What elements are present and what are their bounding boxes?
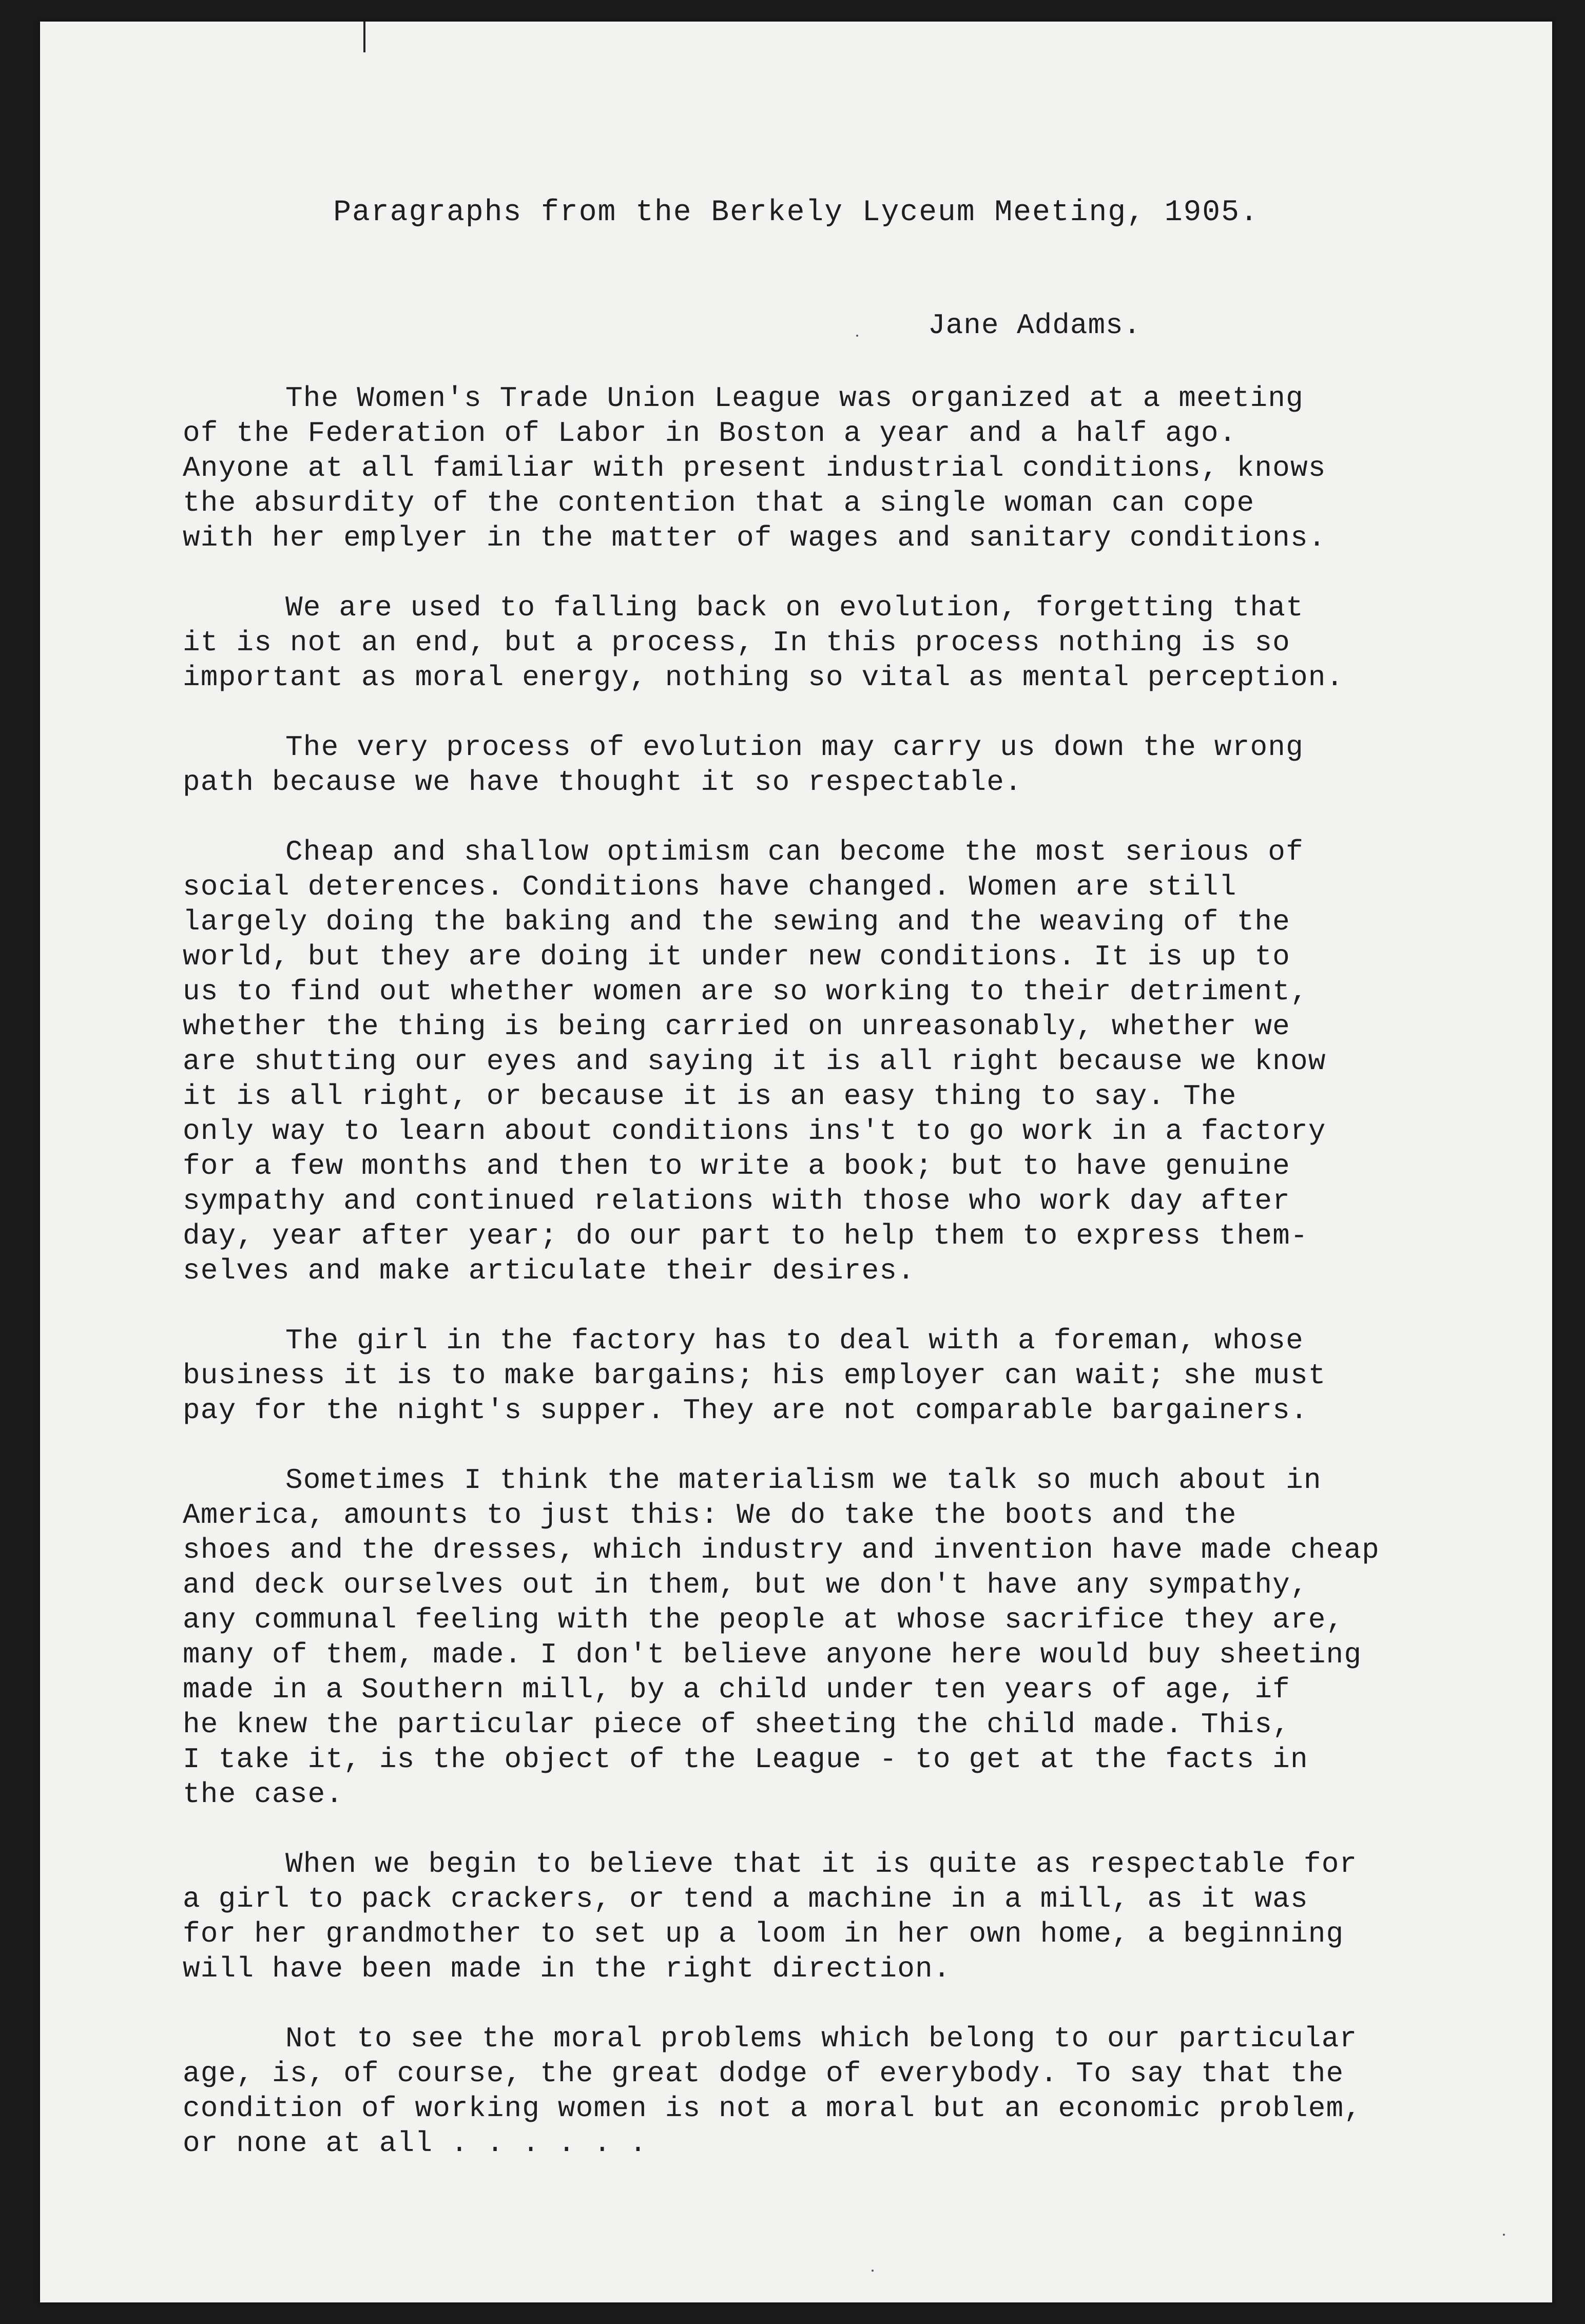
paragraph-text: When we begin to believe that it is quite as respectable for a girl to pack crackers, or tend a machine in a mill, as it was for her grandmother to set up a loom in her own home, a beginning will have been made in the right direction.	[183, 1848, 1358, 1985]
ink-speck	[872, 2270, 874, 2272]
paragraph	[183, 730, 1517, 800]
paragraph	[183, 1323, 1517, 1428]
paragraph-text: The very process of evolution may carry us down the wrong path because we have thought it so respectable.	[183, 731, 1304, 799]
paragraph	[183, 381, 1517, 555]
ink-speck	[1503, 2234, 1505, 2236]
typed-sheet	[40, 22, 1552, 2302]
paragraph	[183, 835, 1517, 1288]
paragraph-text: The Women's Trade Union League was organized at a meeting of the Federation of Labor in Boston a year and a half ago. Anyone at all familiar with present industrial conditions, knows the absurdity of the contention that a single woman can cope with her emplyer in the matter of wages and sanitary conditions.	[183, 382, 1326, 554]
document-body	[183, 381, 1517, 2196]
paragraph	[183, 1847, 1517, 1986]
author-name: Jane Addams.	[928, 309, 1142, 342]
paragraph-text: Sometimes I think the materialism we talk so much about in America, amounts to just this: We do take the boots and the shoes and the dresses, which industry and invention have made cheap and deck ourselves out in them, but we don't have any sympathy, any communal feeling with the people at whose sacrifice they are, many of them, made. I don't believe anyone here would buy sheeting made in a Southern mill, by a child under ten years of age, if he knew the particular piece of sheeting the child made. This, I take it, is the object of the League - to get at the facts in the case.	[183, 1464, 1380, 1811]
paragraph-text: We are used to falling back on evolution, forgetting that it is not an end, but a process, In this process nothing is so important as moral energy, nothing so vital as mental perception.	[183, 591, 1344, 694]
document-title: Paragraphs from the Berkely Lyceum Meeting, 1905.	[333, 196, 1259, 229]
paragraph	[183, 1463, 1517, 1812]
page-edge-mark	[363, 22, 365, 52]
paragraph	[183, 590, 1517, 695]
paragraph-text: The girl in the factory has to deal with a foreman, whose business it is to make bargains; his employer can wait; she must pay for the night's supper. They are not comparable bargainers.	[183, 1324, 1326, 1427]
paragraph	[183, 2021, 1517, 2161]
paragraph-text: Not to see the moral problems which belong to our particular age, is, of course, the great dodge of everybody. To say that the condition of working women is not a moral but an economic problem, or none at all . . . . . .	[183, 2022, 1362, 2160]
ink-speck	[856, 335, 858, 337]
paragraph-text: Cheap and shallow optimism can become the most serious of social deterences. Conditions have changed. Women are still largely doing the baking and the sewing and the weaving of the world, but they are doing it under new conditions. It is up to us to find out whether women are so working to their detriment, whether the thing is being carried on unreasonably, whether we are shutting our eyes and saying it is all right because we know it is all right, or because it is an easy thing to say. The only way to learn about conditions ins't to go work in a factory for a few months and then to write a book; but to have genuine sympathy and continued relations with those who work day after day, year after year; do our part to help them to express them- selves and make articulate their desires.	[183, 836, 1326, 1287]
document-page	[40, 22, 1552, 2302]
